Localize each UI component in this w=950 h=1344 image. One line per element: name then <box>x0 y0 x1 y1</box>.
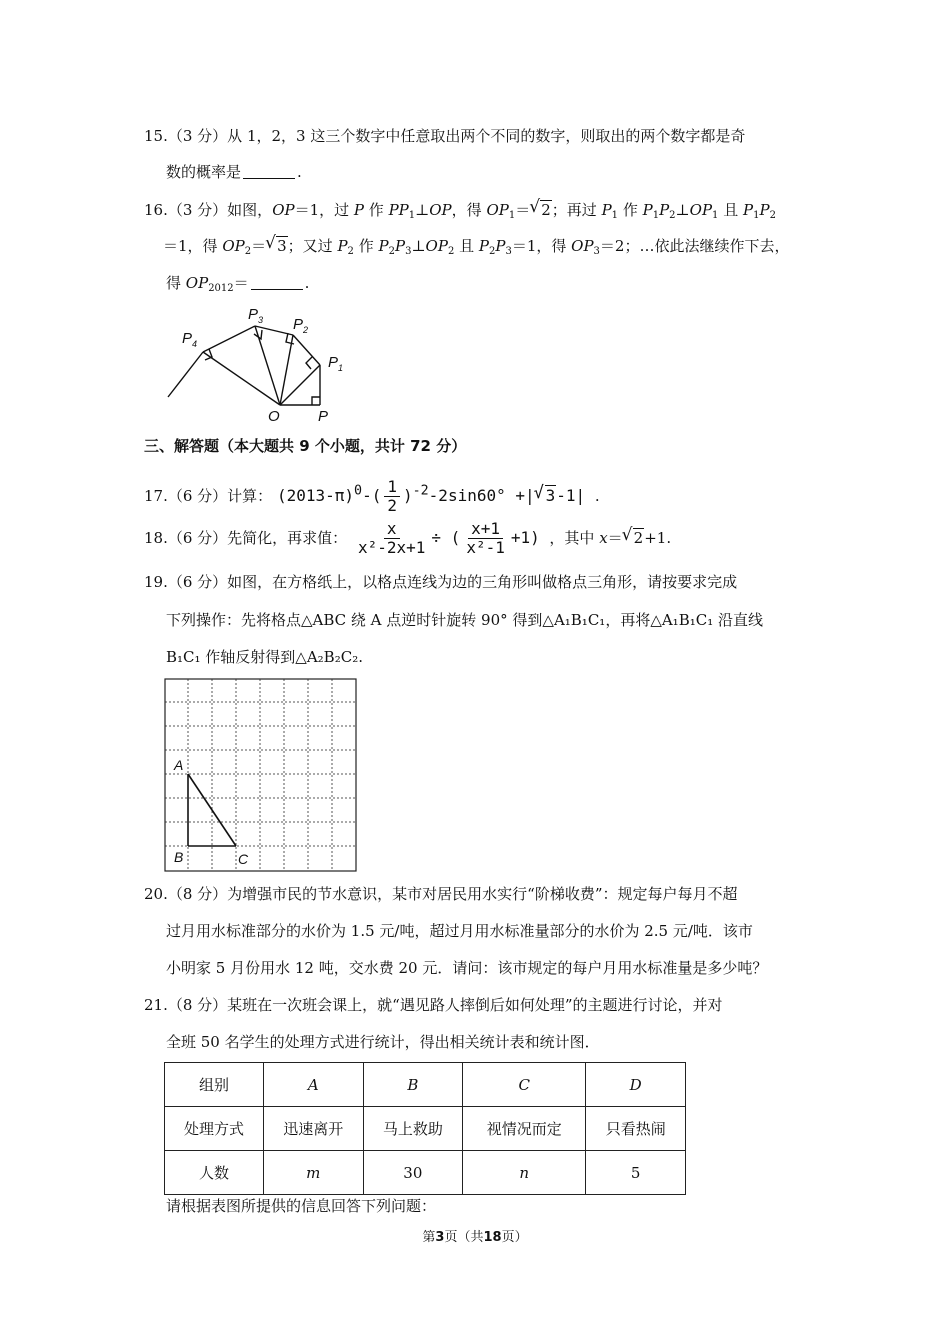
q15-text2: 数的概率是 <box>166 163 242 181</box>
label-p2: $P_2$ <box>293 316 309 335</box>
q17-exp: 0 <box>354 483 363 499</box>
q16-v: P <box>378 237 389 255</box>
q16-sub: 3 <box>405 246 412 257</box>
q16-v: P <box>759 201 770 219</box>
q20-number: 20. <box>144 885 168 903</box>
table-row <box>165 1151 686 1195</box>
table-cell: 视情况而定 <box>463 1107 586 1151</box>
q16-sub: 1 <box>611 210 619 221</box>
q17-part: ) <box>402 486 413 505</box>
grid-figure <box>164 678 358 874</box>
sqrt-2 <box>530 200 552 220</box>
q21-line2: 全班 50 名学生的处理方式进行统计，得出相关统计表和统计图． <box>166 1033 600 1051</box>
page-total: 18 <box>483 1230 502 1245</box>
answer-blank <box>243 163 295 179</box>
q16-rad: 3 <box>277 237 287 255</box>
q20-line2: 过月用水标准部分的水价为 1.5 元/吨，超过月用水标准量部分的水价为 2.5 元/吨．该市 <box>166 922 753 940</box>
q16-line1 <box>144 200 776 220</box>
right-angle-mark <box>306 357 312 369</box>
q18-den: x²-1 <box>466 538 505 557</box>
label-b: B <box>174 849 184 865</box>
q16-v: P <box>353 201 364 219</box>
page-number: 3 <box>435 1230 445 1245</box>
q19-text: 如图，在方格纸上，以格点连线为边的三角形叫做格点三角形，请按要求完成 <box>227 573 738 591</box>
table-cell: 迅速离开 <box>264 1107 364 1151</box>
q16-t: 得 <box>166 274 182 292</box>
label-p1: $P_1$ <box>328 354 344 373</box>
q16-t: ＝1，得 <box>163 237 218 255</box>
q16-rad: 2 <box>541 201 551 219</box>
table-cell: 只看热闹 <box>586 1107 686 1151</box>
q16-sub: 1 <box>508 210 516 221</box>
statistics-table <box>164 1062 686 1195</box>
label-p: P <box>318 408 329 425</box>
q17-expression <box>276 477 595 515</box>
label-c: C <box>238 851 249 867</box>
q16-sub: 2 <box>669 210 676 221</box>
q16-line2 <box>163 236 789 256</box>
q16-v: P <box>495 237 506 255</box>
q16-v: P <box>642 201 653 219</box>
footer-text: 第 <box>422 1230 436 1245</box>
q15-end: . <box>297 163 302 181</box>
q20-line3: 小明家 5 月份用水 12 吨，交水费 20 元．请问：该市规定的每户月用水标准量是多少吨？ <box>166 959 768 977</box>
q16-t: ；又过 <box>287 237 333 255</box>
q18-op: ÷ ( <box>431 528 461 547</box>
q15-number: 15. <box>144 127 168 145</box>
q18-op: +1) <box>510 528 540 547</box>
q16-sub: 2 <box>488 246 496 257</box>
table-row <box>165 1107 686 1151</box>
q17-end: . <box>594 487 600 505</box>
q17-exp: -2 <box>412 483 429 499</box>
q16-t: 作 <box>368 201 384 219</box>
q21-number: 21. <box>144 996 168 1014</box>
q16-t: ⊥ <box>675 201 690 219</box>
q18-rad: 2 <box>633 529 644 547</box>
q19-line2: 下列操作：先将格点△ABC 绕 A 点逆时针旋转 90° 得到△A₁B₁C₁，再将△A₁B₁C₁ 沿直线 <box>166 611 763 629</box>
q16-sub: 1 <box>753 210 760 221</box>
q15-line2 <box>166 162 302 182</box>
q16-sub: 1 <box>652 210 660 221</box>
q18-t: +1. <box>644 529 672 547</box>
q15-text: 从 1，2，3 这三个数字中任意取出两个不同的数字，则取出的两个数字都是奇 <box>227 127 746 145</box>
q18-num: x <box>384 520 400 539</box>
half-fraction <box>384 478 400 515</box>
q18-t: ，其中 <box>549 529 595 547</box>
q16-sub: 2012 <box>208 283 234 294</box>
table-cell: 马上救助 <box>363 1107 463 1151</box>
q20-text: 为增强市民的节水意识，某市对居民用水实行“阶梯收费”：规定每户每月不超 <box>227 885 738 903</box>
q16-v: PP <box>388 201 409 219</box>
q17-den: 2 <box>387 496 397 515</box>
q17-score: （6 分） <box>167 487 228 505</box>
q20-line1 <box>144 884 738 904</box>
q16-v: OP <box>425 237 448 255</box>
q16-t: ⊥ <box>415 201 430 219</box>
table-cell: n <box>463 1151 586 1195</box>
q21-after: 请根据表图所提供的信息回答下列问题： <box>166 1197 437 1215</box>
q16-t: ⊥ <box>411 237 426 255</box>
q16-v: OP <box>486 201 509 219</box>
q16-sub: 2 <box>244 246 252 257</box>
sqrt-3 <box>266 236 288 256</box>
q16-line3 <box>166 273 309 293</box>
q18-number: 18. <box>144 529 168 547</box>
q16-t: ＝2；…依此法继续作下去， <box>599 237 790 255</box>
q16-v: OP <box>185 274 209 292</box>
q21-line1 <box>144 995 723 1015</box>
sqrt-3 <box>535 486 557 506</box>
sqrt-2 <box>623 528 645 548</box>
q18-var: x <box>599 529 608 547</box>
q16-v: OP <box>689 201 713 219</box>
table-cell: C <box>463 1063 586 1107</box>
q16-sub: 1 <box>712 210 719 221</box>
label-o: O <box>268 408 280 425</box>
fraction-2 <box>463 520 508 557</box>
q21-text: 某班在一次班会课上，就“遇见路人摔倒后如何处理”的主题进行讨论，并对 <box>227 996 723 1014</box>
fraction-1 <box>355 520 428 557</box>
q16-number: 16. <box>144 201 168 219</box>
table-cell: m <box>264 1151 364 1195</box>
q15-score: （3 分） <box>167 127 228 145</box>
spiral-figure <box>160 305 360 425</box>
page-footer <box>0 1226 950 1245</box>
q16-score: （3 分） <box>167 201 228 219</box>
segment-op4 <box>203 352 280 405</box>
q18-score: （6 分） <box>167 529 228 547</box>
q16-v: P <box>743 201 754 219</box>
q17-line <box>144 478 600 515</box>
q17-part: -1| <box>556 486 586 505</box>
q18-line <box>144 520 671 557</box>
q17-rad: 3 <box>545 486 556 505</box>
q17-num: 1 <box>384 478 400 497</box>
table-cell: 人数 <box>165 1151 264 1195</box>
q16-t: 且 <box>459 237 475 255</box>
q18-expression <box>352 519 549 557</box>
table-cell: 30 <box>363 1151 463 1195</box>
table-cell: A <box>264 1063 364 1107</box>
q18-den: x²-2x+1 <box>357 538 426 557</box>
q20-score: （8 分） <box>167 885 228 903</box>
q16-v: P <box>394 237 406 255</box>
label-p3: $P_3$ <box>248 306 264 325</box>
q16-sub: 2 <box>447 246 455 257</box>
q16-sub: 2 <box>769 210 776 221</box>
q16-t: 如图， <box>227 201 273 219</box>
q16-v: OP <box>222 237 245 255</box>
q16-v: P <box>337 237 348 255</box>
q19-line1 <box>144 572 737 592</box>
q16-t: ＝ <box>515 201 531 219</box>
footer-text: 页） <box>501 1230 528 1245</box>
q16-t: 作 <box>622 201 638 219</box>
segment-p3p4 <box>203 326 255 352</box>
table-cell: B <box>363 1063 463 1107</box>
q16-sub: 2 <box>347 246 354 257</box>
q19-score: （6 分） <box>167 573 228 591</box>
q17-part: -( <box>362 486 382 505</box>
q17-lead: 计算： <box>227 487 273 505</box>
table-cell: 组别 <box>165 1063 264 1107</box>
table-cell: 处理方式 <box>165 1107 264 1151</box>
q16-t: ＝1，得 <box>511 237 567 255</box>
q16-t: ＝ <box>251 237 267 255</box>
q19-line3: B₁C₁ 作轴反射得到△A₂B₂C₂. <box>166 648 363 666</box>
segment-p1p2 <box>293 335 320 365</box>
q17-part: -2sin60° +| <box>428 486 535 505</box>
q18-num: x+1 <box>468 520 503 539</box>
q16-sub: 1 <box>408 210 416 221</box>
q16-end: . <box>304 274 310 292</box>
q16-v: OP <box>272 201 295 219</box>
q18-lead: 先简化，再求值： <box>227 529 348 547</box>
q16-t: ；再过 <box>551 201 597 219</box>
q18-t: ＝ <box>607 529 623 547</box>
q16-v: P <box>478 237 489 255</box>
q16-v: OP <box>429 201 452 219</box>
q16-t: ＝ <box>233 274 249 292</box>
section-header: 三、解答题（本大题共 9 个小题，共计 72 分） <box>144 437 467 455</box>
q21-score: （8 分） <box>167 996 228 1014</box>
table-cell: D <box>586 1063 686 1107</box>
q17-number: 17. <box>144 487 168 505</box>
q16-t: 作 <box>358 237 374 255</box>
right-angle-mark <box>312 397 320 405</box>
q16-v: OP <box>571 237 594 255</box>
answer-blank <box>251 274 303 290</box>
q15-line1 <box>144 126 745 146</box>
q16-v: P <box>659 201 670 219</box>
footer-text: 页（共 <box>444 1230 484 1245</box>
q16-sub: 3 <box>593 246 600 257</box>
label-p4: $P_4$ <box>182 330 198 349</box>
q16-t: ，得 <box>451 201 482 219</box>
q16-t: ＝1，过 <box>294 201 350 219</box>
q17-part: (2013-π) <box>276 486 355 505</box>
q16-v: P <box>601 201 612 219</box>
q16-t: 且 <box>723 201 739 219</box>
label-a: A <box>174 757 184 773</box>
q16-sub: 2 <box>388 246 395 257</box>
q16-sub: 3 <box>505 246 512 257</box>
q19-number: 19. <box>144 573 168 591</box>
table-row <box>165 1063 686 1107</box>
segment-continue <box>168 352 203 397</box>
table-cell: 5 <box>586 1151 686 1195</box>
